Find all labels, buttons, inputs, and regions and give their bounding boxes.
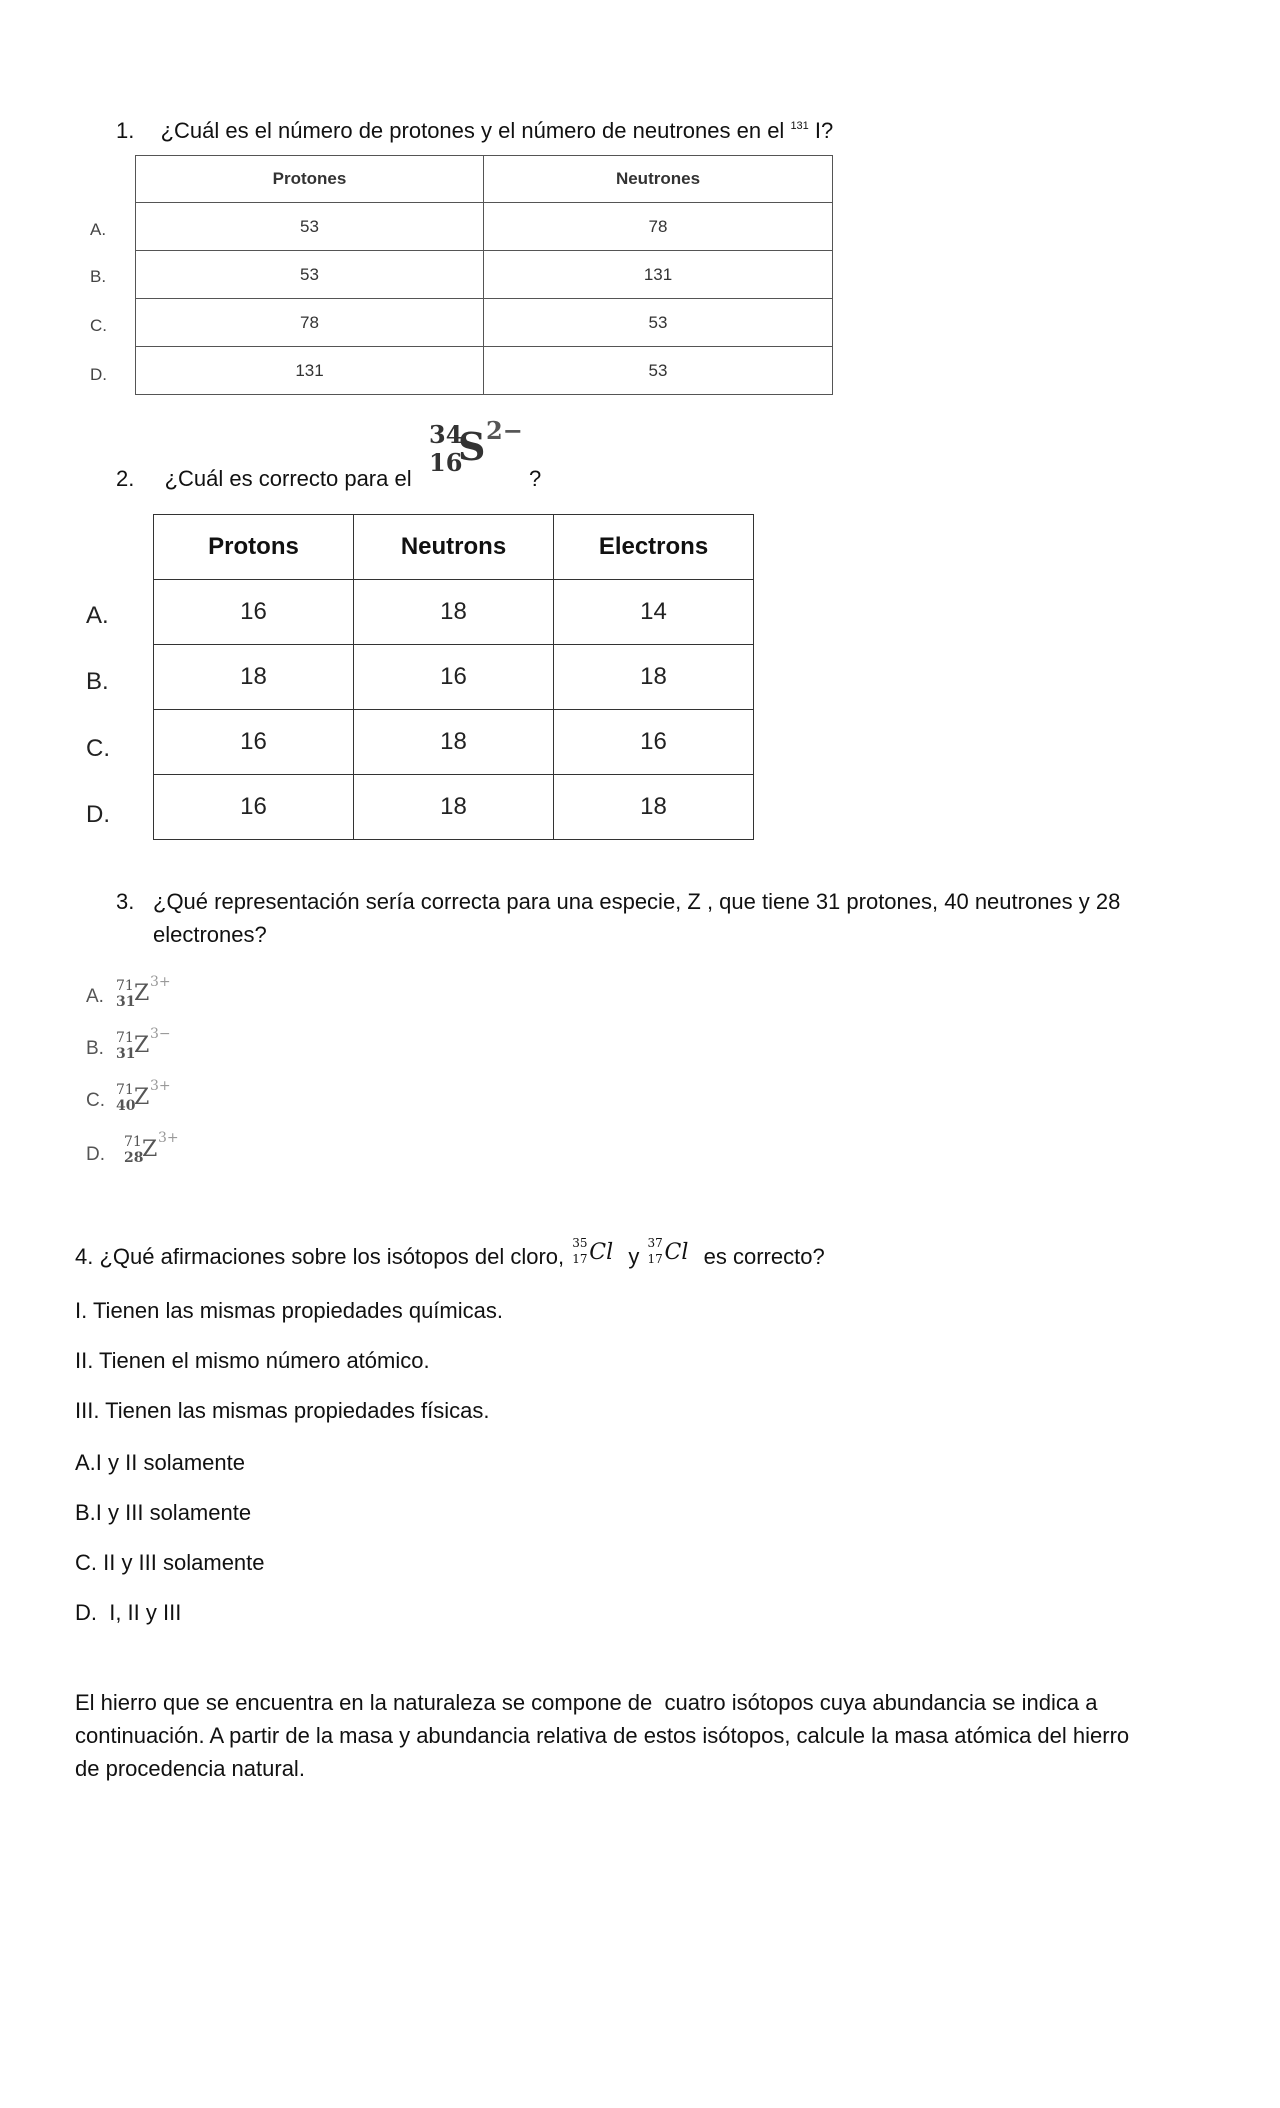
element-symbol: I? (814, 118, 834, 143)
atomic-number: 28 (124, 1150, 144, 1166)
answer-option-d: D. I, II y III (75, 1600, 182, 1625)
question-number: 2. (116, 466, 135, 491)
mass-number: 71 (124, 1134, 142, 1150)
element-symbol: S (458, 424, 486, 469)
ion-charge: 3+ (158, 1130, 179, 1146)
atomic-number: 31 (116, 1046, 136, 1062)
question-text-end: es correcto? (703, 1244, 825, 1269)
column-header-neutrons: Neutrons (354, 515, 554, 580)
column-header-electrons: Electrons (554, 515, 754, 580)
conjunction: y (628, 1244, 640, 1269)
option-label: B. (86, 668, 109, 695)
table-row (136, 299, 833, 347)
cell-protons: 16 (154, 580, 354, 645)
table-row (136, 203, 833, 251)
question-number: 1. (116, 118, 135, 143)
question-3-line-1: ¿Qué representación sería correcta para una especie, Z , que tiene 31 protones, 40 neutrones y 28 (153, 889, 1121, 914)
option-c (86, 1078, 206, 1127)
option-label: A. (90, 220, 107, 239)
element-symbol: Z (134, 1033, 150, 1058)
question-4-title (75, 1236, 825, 1273)
cell-electrons: 18 (554, 775, 754, 840)
cell-neutrons: 16 (354, 645, 554, 710)
question-3-line-2: electrones? (153, 922, 267, 947)
mass-number: 35 (572, 1236, 588, 1250)
cell-neutrons: 131 (484, 251, 833, 299)
paragraph-line: continuación. A partir de la masa y abundancia relativa de estos isótopos, calcule la masa atómica del hierro (75, 1723, 1130, 1748)
option-label: B. (86, 1038, 104, 1059)
question-2-table (153, 514, 754, 840)
option-b (86, 1026, 206, 1075)
mass-number: 71 (116, 1030, 134, 1046)
cell-neutrons: 18 (354, 775, 554, 840)
cell-electrons: 14 (554, 580, 754, 645)
question-3-number: 3. (116, 889, 135, 914)
atomic-number: 31 (116, 994, 136, 1010)
option-label: C. (86, 735, 110, 762)
element-symbol: Z (142, 1137, 158, 1162)
answer-option-c: C. II y III solamente (75, 1550, 265, 1575)
cell-protons: 53 (136, 251, 484, 299)
element-symbol: Z (134, 981, 150, 1006)
mass-number: 71 (116, 1082, 134, 1098)
table-row (154, 775, 754, 840)
question-text: ¿Cuál es correcto para el (164, 466, 412, 491)
cell-protons: 16 (154, 775, 354, 840)
table-row (154, 710, 754, 775)
sulfide-ion-notation (424, 418, 524, 478)
answer-option-b: B.I y III solamente (75, 1500, 252, 1525)
answer-option-a: A.I y II solamente (75, 1450, 245, 1475)
paragraph-line: El hierro que se encuentra en la naturaleza se compone de cuatro isótopos cuya abundancia se indica a (75, 1690, 1098, 1715)
option-label: B. (90, 267, 107, 286)
question-text: ¿Cuál es el número de protones y el número de neutrones en el (160, 118, 785, 143)
cell-neutrons: 18 (354, 710, 554, 775)
cell-neutrons: 53 (484, 347, 833, 395)
cell-protons: 16 (154, 710, 354, 775)
option-label: C. (90, 316, 107, 335)
option-label: A. (86, 986, 104, 1007)
mass-number: 37 (647, 1236, 663, 1250)
cell-protons: 18 (154, 645, 354, 710)
option-label: A. (86, 602, 109, 629)
ion-charge: 3+ (150, 974, 171, 990)
option-label: D. (90, 365, 107, 384)
question-1-title (116, 110, 833, 147)
element-symbol: Cl (589, 1240, 614, 1265)
ion-charge: 3− (150, 1026, 171, 1042)
ion-charge: 3+ (150, 1078, 171, 1094)
question-1-table (135, 155, 833, 395)
cell-protons: 78 (136, 299, 484, 347)
column-header-neutrons: Neutrones (484, 156, 833, 203)
atomic-number: 17 (572, 1252, 588, 1266)
option-label: D. (86, 801, 110, 828)
table-header-row (154, 515, 754, 580)
statement-1: I. Tienen las mismas propiedades químicas. (75, 1298, 503, 1323)
option-label: D. (86, 1144, 105, 1165)
atomic-number: 16 (429, 448, 463, 477)
cell-protons: 53 (136, 203, 484, 251)
chlorine-35-notation (570, 1236, 622, 1270)
chlorine-37-notation (646, 1236, 698, 1270)
table-header-row (136, 156, 833, 203)
cell-neutrons: 78 (484, 203, 833, 251)
question-2-title (116, 462, 412, 495)
paragraph-line: de procedencia natural. (75, 1756, 305, 1781)
mass-number: 131 (790, 120, 809, 132)
option-d (86, 1130, 206, 1179)
table-row (136, 347, 833, 395)
atomic-number: 40 (116, 1098, 136, 1114)
mass-number: 34 (429, 420, 463, 449)
table-row (154, 580, 754, 645)
question-text: 4. ¿Qué afirmaciones sobre los isótopos del cloro, (75, 1244, 565, 1269)
question-mark: ? (529, 466, 542, 491)
statement-2: II. Tienen el mismo número atómico. (75, 1348, 430, 1373)
iron-paragraph (75, 1686, 1255, 1785)
cell-electrons: 16 (554, 710, 754, 775)
cell-neutrons: 53 (484, 299, 833, 347)
element-symbol: Cl (664, 1240, 689, 1265)
cell-neutrons: 18 (354, 580, 554, 645)
element-symbol: Z (134, 1085, 150, 1110)
option-label: C. (86, 1090, 105, 1111)
cell-protons: 131 (136, 347, 484, 395)
statement-3: III. Tienen las mismas propiedades físicas. (75, 1398, 490, 1423)
column-header-protons: Protons (154, 515, 354, 580)
column-header-protons: Protones (136, 156, 484, 203)
table-row (136, 251, 833, 299)
option-a (86, 974, 206, 1023)
cell-electrons: 18 (554, 645, 754, 710)
atomic-number: 17 (647, 1252, 663, 1266)
ion-charge: 2− (486, 416, 523, 445)
mass-number: 71 (116, 978, 134, 994)
table-row (154, 645, 754, 710)
